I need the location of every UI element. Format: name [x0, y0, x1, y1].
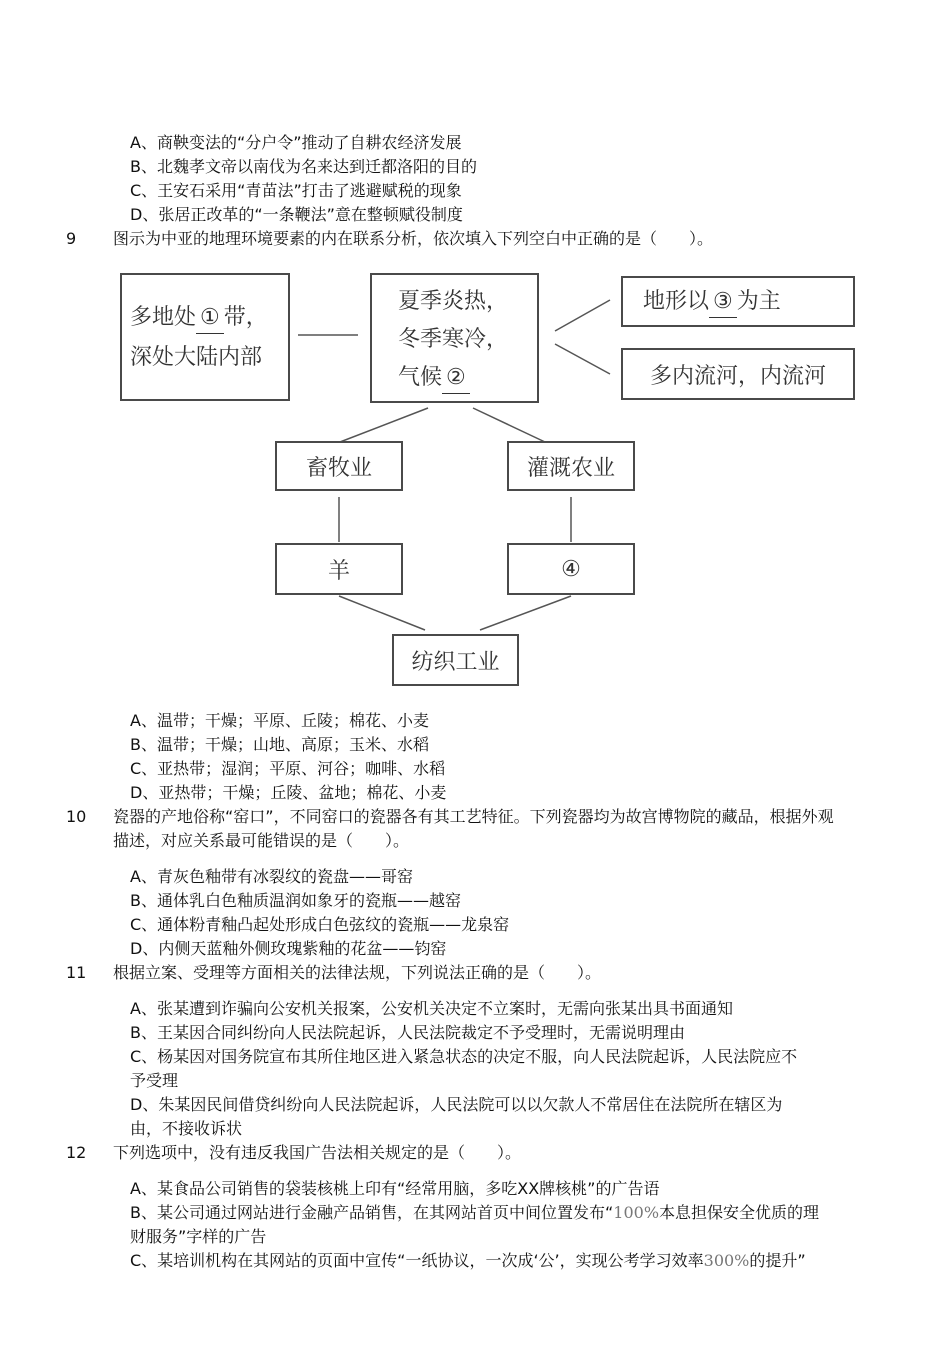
- connector-climate-terrain: [555, 300, 610, 331]
- q11-option-a: A、张某遭到诈骗向公安机关报案，公安机关决定不立案时，无需向张某出具书面通知: [130, 999, 733, 1018]
- q10-number: 10: [66, 807, 87, 826]
- box-climate-line2: 冬季寒冷，: [398, 327, 509, 352]
- q10-text-line2: 描述，对应关系最可能错误的是（ ）。: [113, 831, 410, 850]
- box-location-text: 多地处: [130, 305, 197, 330]
- q9-option-b: B、温带；干燥；山地、高原；玉米、水稻: [130, 735, 429, 754]
- q12-text: 下列选项中，没有违反我国广告法相关规定的是（ ）。: [113, 1143, 522, 1162]
- connector-crop-textile: [480, 596, 571, 630]
- q8-option-a: A、商鞅变法的“分户令”推动了自耕农经济发展: [130, 133, 462, 152]
- q9-text: 图示为中亚的地理环境要素的内在联系分析，依次填入下列空白中正确的是（ ）。: [113, 229, 714, 248]
- q11-text: 根据立案、受理等方面相关的法律法规，下列说法正确的是（ ）。: [113, 963, 602, 982]
- box-climate-line3: 气候: [398, 365, 443, 390]
- blank-1: ①: [196, 303, 224, 334]
- q8-option-c: C、王安石采用“青苗法”打击了逃避赋税的现象: [130, 181, 462, 200]
- connector-climate-rivers: [555, 344, 610, 374]
- q9-option-a: A、温带；干燥；平原、丘陵；棉花、小麦: [130, 711, 429, 730]
- q12-option-c-pre: C、某培训机构在其网站的页面中宣传“一纸协议，一次成‘公’，实现公考学习效率: [130, 1251, 704, 1270]
- box-sheep-text: 羊: [327, 558, 350, 584]
- box-terrain-text-end: 为主: [736, 289, 781, 314]
- box-climate-line1: 夏季炎热，: [398, 289, 509, 314]
- q9-diagram: [115, 268, 860, 693]
- q11-number: 11: [66, 963, 87, 982]
- blank-3: ③: [709, 287, 737, 318]
- q10-option-d: D、内侧天蓝釉外侧玫瑰紫釉的花盆——钧窑: [130, 939, 447, 958]
- q12-option-b-percent: 100%: [613, 1203, 660, 1222]
- q12-option-c-percent: 300%: [703, 1251, 750, 1270]
- q8-option-b: B、北魏孝文帝以南伐为名来达到迁都洛阳的目的: [130, 157, 477, 176]
- box-rivers: [621, 348, 855, 400]
- q11-option-c-cont: 予受理: [130, 1071, 179, 1090]
- q9-option-d: D、亚热带；干燥；丘陵、盆地；棉花、小麦: [130, 783, 447, 802]
- box-location-text-end: 带，: [223, 305, 268, 330]
- q11-option-b: B、王某因合同纠纷向人民法院起诉，人民法院裁定不予受理时，无需说明理由: [130, 1023, 685, 1042]
- q11-option-c: C、杨某因对国务院宣布其所住地区进入紧急状态的决定不服，向人民法院起诉，人民法院应不: [130, 1047, 798, 1066]
- q10-option-b: B、通体乳白色釉质温润如象牙的瓷瓶——越窑: [130, 891, 461, 910]
- q11-option-d: D、朱某因民间借贷纠纷向人民法院起诉，人民法院可以以欠款人不常居住在法院所在辖区为: [130, 1095, 783, 1114]
- box-terrain-text: 地形以: [643, 289, 710, 314]
- box-crop: [507, 543, 635, 595]
- box-location-line2: 深处大陆内部: [130, 345, 263, 370]
- q9-number: 9: [66, 229, 77, 248]
- box-irrigation-text: 灌溉农业: [526, 455, 615, 481]
- q11-option-d-cont: 由，不接收诉状: [130, 1119, 243, 1138]
- q10-option-a: A、青灰色釉带有冰裂纹的瓷盘——哥窑: [130, 867, 413, 886]
- q12-option-c: [130, 1250, 806, 1272]
- box-location: [120, 273, 290, 401]
- connector-climate-irrigation: [473, 408, 545, 442]
- q12-number: 12: [66, 1143, 87, 1162]
- q12-option-a: A、某食品公司销售的袋装核桃上印有“经常用脑，多吃XX牌核桃”的广告语: [130, 1179, 660, 1198]
- box-irrigation-agriculture: [507, 441, 635, 491]
- blank-2: ②: [442, 363, 470, 394]
- q8-option-d: D、张居正改革的“一条鞭法”意在整顿赋役制度: [130, 205, 463, 224]
- box-climate: [370, 273, 539, 403]
- q12-option-b-post: 本息担保安全优质的理: [659, 1203, 820, 1222]
- box-textile-industry: [392, 634, 519, 686]
- box-sheep: [275, 543, 403, 595]
- box-rivers-text: 多内流河，内流河: [649, 363, 826, 389]
- q12-option-b: [130, 1202, 819, 1224]
- box-textile-text: 纺织工业: [411, 649, 500, 675]
- connector-sheep-textile: [339, 596, 425, 630]
- box-animal-text: 畜牧业: [305, 455, 372, 481]
- box-terrain: [621, 276, 855, 327]
- q12-option-b-pre: B、某公司通过网站进行金融产品销售，在其网站首页中间位置发布“: [130, 1203, 614, 1222]
- blank-4: ④: [561, 556, 581, 582]
- q12-option-b-cont: 财服务”字样的广告: [130, 1227, 267, 1246]
- box-animal-husbandry: [275, 441, 403, 491]
- q9-option-c: C、亚热带；湿润；平原、河谷；咖啡、水稻: [130, 759, 446, 778]
- q10-option-c: C、通体粉青釉凸起处形成白色弦纹的瓷瓶——龙泉窑: [130, 915, 510, 934]
- q12-option-c-post: 的提升”: [749, 1251, 806, 1270]
- q10-text-line1: 瓷器的产地俗称“窑口”，不同窑口的瓷器各有其工艺特征。下列瓷器均为故宫博物院的藏品，根据外观: [113, 807, 834, 826]
- connector-climate-animal: [340, 408, 428, 442]
